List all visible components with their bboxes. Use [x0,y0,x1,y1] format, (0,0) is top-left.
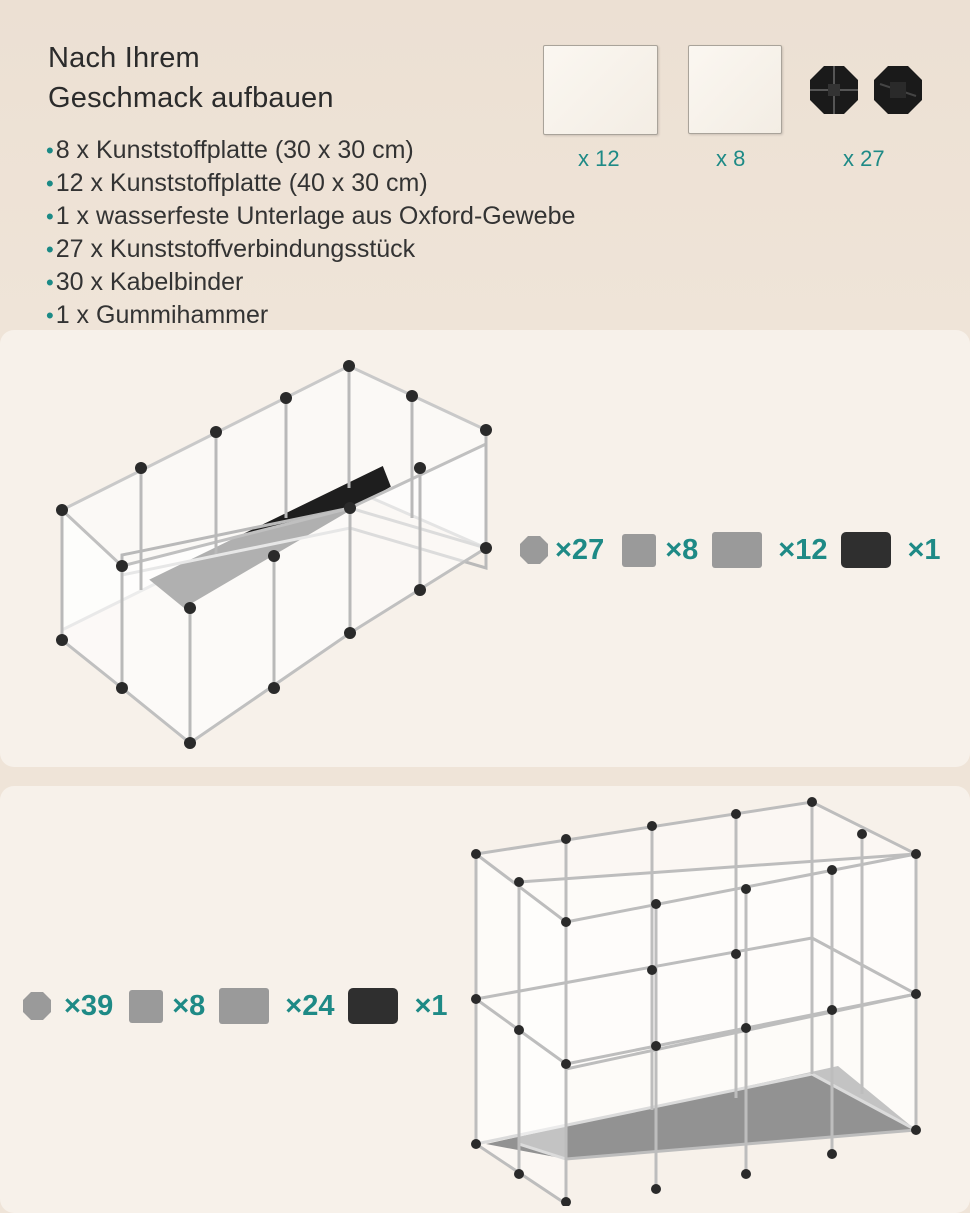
configuration-card-1 [0,330,970,767]
page-title [48,38,468,118]
small-panel-icon [688,45,782,134]
list-item: •1 x wasserfeste Unterlage aus Oxford-Gewebe [46,202,576,230]
pen-illustration-2 [466,794,926,1206]
parts-legend-1 [519,530,941,570]
connector-icon [808,64,924,116]
list-item: •30 x Kabelbinder [46,268,244,296]
list-item: •12 x Kunststoffplatte (40 x 30 cm) [46,169,428,197]
large-panel-icon [543,45,658,135]
configuration-card-2 [0,786,970,1213]
legend-count: ×12 [778,533,828,566]
large-panel-icon [219,988,269,1024]
title-line-1: Nach Ihrem [48,42,200,74]
connector-icon [22,991,52,1021]
legend-count: ×1 [907,533,941,566]
small-panel-icon [129,990,163,1023]
legend-count: ×39 [64,989,114,1022]
large-panel-icon [712,532,762,568]
pen-illustration-1 [44,358,504,760]
parts-legend-2 [22,986,448,1026]
legend-count: ×8 [172,989,206,1022]
legend-count: ×8 [665,533,699,566]
small-panel-count: x 8 [716,146,746,171]
large-panel-count: x 12 [578,146,620,171]
connector-icon [519,535,549,565]
title-line-2: Geschmack aufbauen [48,82,334,114]
floor-mat-icon [348,988,398,1024]
list-item: •1 x Gummihammer [46,301,269,329]
connector-count: x 27 [843,146,885,171]
legend-count: ×27 [555,533,605,566]
legend-count: ×1 [414,989,448,1022]
list-item: •27 x Kunststoffverbindungsstück [46,235,416,263]
small-panel-icon [622,534,656,567]
list-item: •8 x Kunststoffplatte (30 x 30 cm) [46,136,414,164]
floor-mat-icon [841,532,891,568]
contents-list [46,134,575,332]
contents-section [0,0,970,330]
legend-count: ×24 [285,989,335,1022]
